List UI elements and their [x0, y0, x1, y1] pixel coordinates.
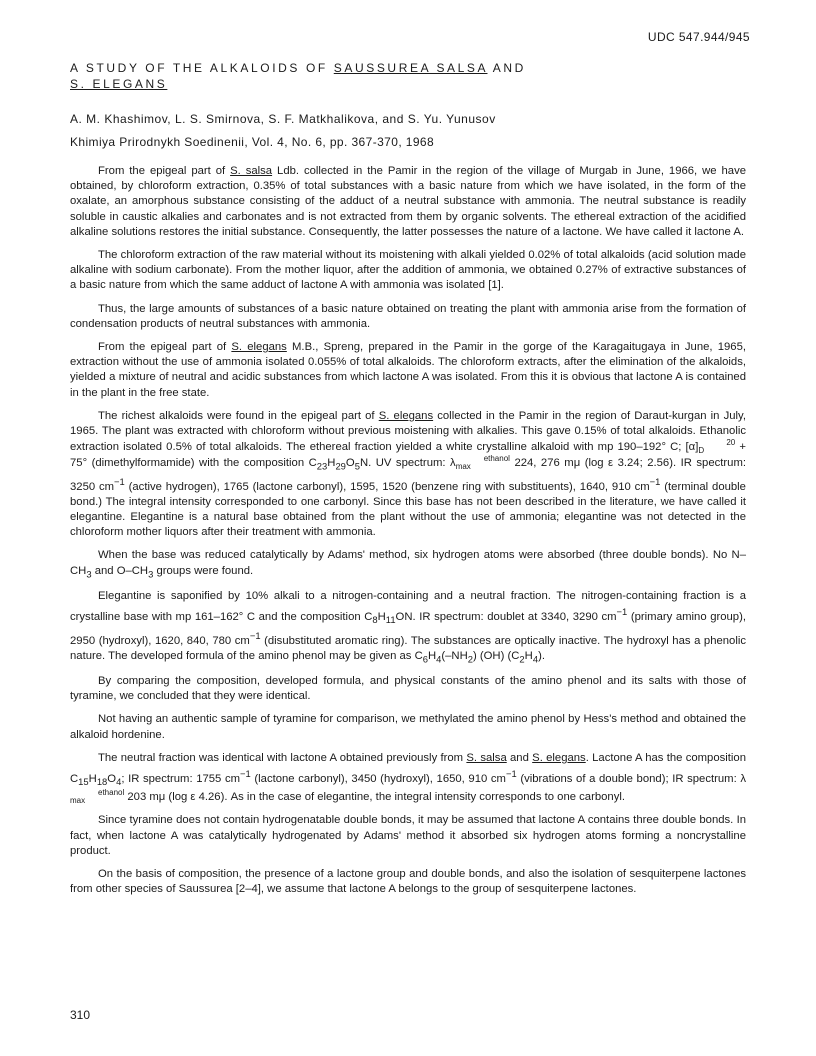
- superscript: ethanol: [98, 788, 125, 798]
- paragraph-11: Since tyramine does not contain hydrogenatable double bonds, it may be assumed that lactone A contains three double bonds. In fact, when lactone A was catalytically hydrogenated by Adams' method it absorbed six hydrogen atoms forming a noncrystalline product.: [70, 814, 746, 857]
- superscript: −1: [249, 629, 261, 641]
- text-run: and: [506, 751, 533, 764]
- text-run: (active hydrogen), 1765 (lactone carbonyl), 1595, 1520 (benzene ring with substituents), 1640, 910 cm: [124, 480, 650, 493]
- authors-line: A. M. Khashimov, L. S. Smirnova, S. F. Matkhalikova, and S. Yu. Yunusov: [70, 112, 496, 126]
- title-text: A STUDY OF THE ALKALOIDS OF: [70, 61, 334, 75]
- text-run: 224, 276 mμ (log ε 3.24; 2.56). IR spectrum: 3250 cm: [70, 457, 747, 493]
- text-run: The neutral fraction was identical with lactone A obtained previously from: [98, 751, 467, 764]
- text-run: (disubstituted aromatic ring). The substances are optically inactive. The hydroxyl has a phenolic nature. The developed formula of the amino phenol may be given as C: [70, 634, 746, 662]
- lambda-indices: [456, 455, 510, 471]
- text-run: O: [345, 457, 355, 470]
- page-number: 310: [70, 1008, 91, 1022]
- paragraph-4: [70, 340, 746, 401]
- subscript: D: [698, 446, 705, 456]
- article-body: [70, 164, 746, 905]
- text-run: 203 mμ (log ε 4.26). As in the case of elegantine, the integral intensity corresponds to one carbonyl.: [124, 791, 625, 804]
- text-run: From the epigeal part of: [98, 341, 232, 354]
- subscript: 11: [385, 614, 396, 626]
- superscript: −1: [649, 475, 661, 487]
- paragraph-10: [70, 751, 746, 806]
- subscript: max: [455, 462, 471, 472]
- species-name: S. salsa: [230, 165, 273, 177]
- subscript: 29: [335, 460, 346, 472]
- text-run: H: [88, 772, 97, 785]
- subscript: 2: [467, 652, 473, 664]
- text-run: (lactone carbonyl), 3450 (hydroxyl), 1650, 910 cm: [250, 772, 506, 785]
- text-run: From the epigeal part of: [98, 165, 231, 177]
- superscript: −1: [505, 768, 517, 779]
- text-run: The richest alkaloids were found in the epigeal part of: [98, 409, 379, 422]
- subscript: 18: [96, 776, 108, 788]
- subscript: 5: [354, 460, 360, 472]
- text-run: . Lactone A has the composition C: [70, 751, 746, 785]
- paragraph-6: [70, 548, 746, 581]
- superscript: ethanol: [483, 454, 510, 464]
- subscript: max: [70, 796, 86, 806]
- text-run: ON. IR spectrum: doublet at 3340, 3290 cm: [395, 611, 617, 624]
- superscript: −1: [240, 768, 251, 779]
- text-run: H: [427, 649, 437, 662]
- subscript: 15: [78, 776, 89, 788]
- species-name: S. elegans: [378, 409, 434, 422]
- paragraph-7: [70, 589, 746, 666]
- text-run: collected in the Pamir in the region of Daraut-kurgan in July, 1965. The plant was extracted with chloroform without previous moistening with alkalies. This gave 0.15% of total alkaloids. Ethanolic extraction isolated 0.5% of total alkaloids. The ethereal fraction yielded a white crystalline alkaloid with mp 190–192° C; [α]: [70, 409, 746, 454]
- paragraph-5: [70, 409, 746, 541]
- text-run: Ldb. collected in the Pamir in the region of the village of Murgab in June, 1966, we have obtained, by chloroform extraction, 0.35% of total substances with a basic nature from which we have isolated, in the form of the oxalate, an amorphous substance consisting of the adduct of a neutral substance with ammonia. The neutral substance is readily soluble in caustic alkalies and carbonates and is not extracted from them by organic solvents. The ethereal extraction of the acidified alkaline solutions restores the initial substance. Consequently, the latter possesses the nature of a lactone. We have called it lactone A.: [70, 165, 747, 238]
- paragraph-2: The chloroform extraction of the raw material without its moistening with alkali yielded 0.02% of total alkaloids (acid solution made alkaline with sodium carbonate). From the mother liquor, after the addition of ammonia, we obtained 0.27% of extractive substances of a basic nature from which the same adduct of lactone A with ammonia was isolated [1].: [70, 249, 746, 292]
- paragraph-9: Not having an authentic sample of tyramine for comparison, we methylated the amino phenol by Hess's method and obtained the alkaloid hordenine.: [70, 713, 746, 741]
- text-run: H: [524, 649, 533, 662]
- subscript: 6: [422, 652, 428, 664]
- text-run: (primary amino group), 2950 (hydroxyl), 1620, 840, 780 cm: [70, 611, 746, 647]
- superscript: −1: [616, 606, 628, 618]
- text-run: When the base was reduced catalytically by Adams' method, six hydrogen atoms were absorbed (three double bonds). No N–CH: [70, 549, 746, 577]
- subscript: 23: [316, 460, 328, 472]
- text-run: Elegantine is saponified by 10% alkali to a nitrogen-containing and a neutral fraction. The nitrogen-containing fraction is a crystalline base with mp 161–162° C and the composition C: [70, 590, 746, 624]
- text-run: (terminal double bond.) The integral intensity corresponded to one carbonyl. Since this base has not been described in the literature, we have called it elegantine. Elegantine is a natural base obtained from the plant without the use of ammonia; elegantine was not detected in the chloroform mother liquors after their treatment with ammonia.: [70, 480, 746, 539]
- subscript: 4: [532, 652, 539, 664]
- species-name: S. elegans: [532, 751, 586, 764]
- text-run: H: [377, 611, 386, 624]
- lambda-indices: [70, 789, 124, 805]
- source-citation: Khimiya Prirodnykh Soedinenii, Vol. 4, No. 6, pp. 367-370, 1968: [70, 135, 435, 149]
- text-run: (–NH: [441, 649, 468, 662]
- text-run: ; IR spectrum: 1755 cm: [121, 772, 241, 785]
- superscript: 20: [726, 438, 736, 448]
- text-run: ).: [538, 649, 545, 662]
- text-run: ) (OH) (C: [472, 649, 520, 662]
- subscript: 4: [436, 652, 442, 664]
- text-run: N. UV spectrum: λ: [359, 457, 456, 470]
- udc-code: UDC 547.944/945: [647, 30, 750, 44]
- paragraph-1: [70, 164, 746, 240]
- subscript: 4: [116, 776, 122, 788]
- text-run: + 75° (dimethylformamide) with the composition C: [70, 441, 746, 470]
- text-run: H: [327, 457, 336, 470]
- rotation-indices: [698, 439, 735, 455]
- superscript: −1: [114, 475, 125, 487]
- subscript: 2: [519, 652, 525, 664]
- article-title: [70, 60, 630, 92]
- species-name: S. elegans: [231, 341, 287, 354]
- paragraph-12: On the basis of composition, the presence of a lactone group and double bonds, and also the isolation of sesquiterpene lactones from other species of Saussurea [2–4], we assume that lactone A belongs to the group of sesquiterpene lactones.: [70, 868, 746, 896]
- species-name: S. salsa: [466, 751, 507, 764]
- subscript: 3: [86, 567, 92, 579]
- title-and: AND: [487, 61, 526, 75]
- title-species-1: SAUSSUREA SALSA: [333, 61, 488, 75]
- subscript: 3: [148, 567, 154, 579]
- text-run: M.B., Spreng, prepared in the Pamir in the gorge of the Karagaitugaya in June, 1965, extraction without the use of ammonia isolated 0.055% of total alkaloids. The chloroform extracts, after the elimination of the alkaloids, yielded a mixture of neutral and acidic substances from which lactone A was isolated. From this it is obvious that lactone A is contained in the plant in the free state.: [70, 341, 747, 399]
- text-run: and O–CH: [91, 564, 149, 577]
- text-run: groups were found.: [153, 564, 254, 577]
- paragraph-8: By comparing the composition, developed formula, and physical constants of the amino phenol and its salts with those of tyramine, we concluded that they were identical.: [70, 674, 746, 703]
- text-run: (vibrations of a double bond); IR spectrum: λ: [516, 772, 746, 785]
- text-run: O: [107, 772, 117, 785]
- paragraph-3: Thus, the large amounts of substances of a basic nature obtained on treating the plant with ammonia arise from the formation of condensation products of neutral substances with ammonia.: [70, 302, 746, 330]
- subscript: 8: [372, 614, 378, 626]
- title-species-2: S. ELEGANS: [70, 77, 168, 91]
